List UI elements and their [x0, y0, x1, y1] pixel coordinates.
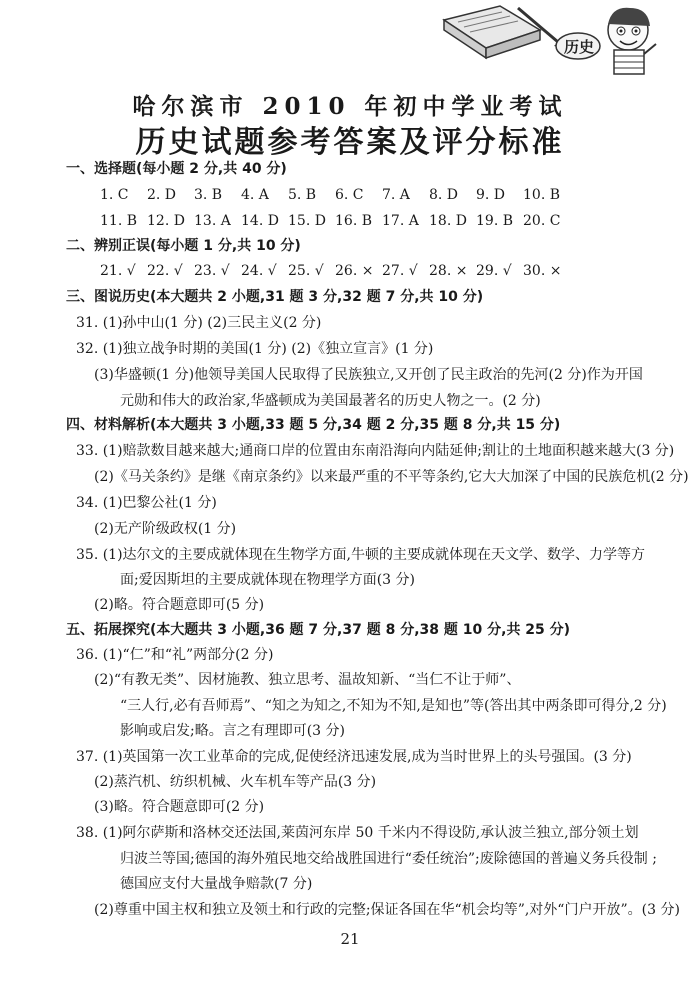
- answer-item: 16. B: [335, 213, 373, 229]
- answer-line: 德国应支付大量战争赔款(7 分): [120, 876, 313, 892]
- exam-title: 哈尔滨市 2010 年初中学业考试: [132, 93, 568, 120]
- answer-item: 30. ×: [523, 263, 562, 279]
- answer-line: (3)略。符合题意即可(2 分): [94, 799, 265, 815]
- badge-icon: [556, 33, 600, 59]
- answer-item: 25. √: [288, 263, 324, 279]
- answer-item: 1. C: [100, 187, 129, 203]
- answer-item: 21. √: [100, 263, 136, 279]
- answer-line: 面;爱因斯坦的主要成就体现在物理学方面(3 分): [120, 572, 415, 588]
- answer-line: 36. (1)“仁”和“礼”两部分(2 分): [76, 647, 274, 663]
- choice-answers-row-1: [100, 186, 570, 204]
- answer-item: 13. A: [194, 213, 231, 229]
- answer-item: 23. √: [194, 263, 230, 279]
- answer-line: (3)华盛顿(1 分)他领导美国人民取得了民族独立,又开创了民主政治的先河(2 分)作为开国: [94, 367, 643, 383]
- answer-item: 8. D: [429, 187, 459, 203]
- answer-line: (2)尊重中国主权和独立及领土和行政的完整;保证各国在华“机会均等”,对外“门户开放”。(3 分): [94, 902, 680, 918]
- section-heading-extension: 五、拓展探究(本大题共 3 小题,36 题 7 分,37 题 8 分,38 题 10 分,共 25 分): [66, 622, 571, 638]
- answer-line: 37. (1)英国第一次工业革命的完成,促使经济迅速发展,成为当时世界上的头号强国。(3 分): [76, 749, 632, 765]
- answer-line: (2)《马关条约》是继《南京条约》以来最严重的不平等条约,它大大加深了中国的民族危机(2 分): [94, 469, 689, 485]
- answer-item: 2. D: [147, 187, 177, 203]
- badge-text: 历史: [564, 38, 595, 56]
- document-title: 历史试题参考答案及评分标准: [135, 125, 565, 160]
- true-false-answers-row: [100, 262, 570, 280]
- answer-item: 29. √: [476, 263, 512, 279]
- answer-item: 17. A: [382, 213, 419, 229]
- answer-line: 33. (1)赔款数目越来越大;通商口岸的位置由东南沿海向内陆延伸;割让的土地面积越来越大(3 分): [76, 443, 675, 459]
- answer-item: 5. B: [288, 187, 317, 203]
- answer-item: 4. A: [241, 187, 269, 203]
- answer-line: (2)“有教无类”、因材施教、独立思考、温故知新、“当仁不让于师”、: [94, 672, 521, 688]
- answer-item: 7. A: [382, 187, 410, 203]
- page-number: 21: [340, 930, 360, 948]
- answer-item: 19. B: [476, 213, 514, 229]
- answer-item: 11. B: [100, 213, 138, 229]
- answer-item: 12. D: [147, 213, 185, 229]
- section-heading-pictures: 三、图说历史(本大题共 2 小题,31 题 3 分,32 题 7 分,共 10 分): [66, 289, 484, 305]
- answer-item: 24. √: [241, 263, 277, 279]
- answer-line: 34. (1)巴黎公社(1 分): [76, 495, 217, 511]
- section-heading-true-false: 二、辨别正误(每小题 1 分,共 10 分): [66, 238, 301, 254]
- answer-item: 22. √: [147, 263, 183, 279]
- answer-line: 32. (1)独立战争时期的美国(1 分) (2)《独立宣言》(1 分): [76, 341, 434, 357]
- answer-item: 27. √: [382, 263, 418, 279]
- answer-item: 15. D: [288, 213, 326, 229]
- answer-item: 18. D: [429, 213, 467, 229]
- answer-line: 35. (1)达尔文的主要成就体现在生物学方面,牛顿的主要成就体现在天文学、数学、力学等方: [76, 547, 645, 563]
- history-logo: [440, 0, 662, 78]
- answer-item: 3. B: [194, 187, 223, 203]
- section-heading-choice: 一、选择题(每小题 2 分,共 40 分): [66, 161, 287, 177]
- answer-line: “三人行,必有吾师焉”、“知之为知之,不知为不知,是知也”等(答出其中两条即可得分,2 分): [120, 698, 667, 714]
- answer-item: 14. D: [241, 213, 279, 229]
- answer-line: 归波兰等国;德国的海外殖民地交给战胜国进行“委任统治”;废除德国的普遍义务兵役制 ;: [120, 851, 657, 867]
- answer-line: 31. (1)孙中山(1 分) (2)三民主义(2 分): [76, 315, 322, 331]
- section-heading-materials: 四、材料解析(本大题共 3 小题,33 题 5 分,34 题 2 分,35 题 8 分,共 15 分): [66, 417, 561, 433]
- answer-item: 6. C: [335, 187, 364, 203]
- answer-line: (2)蒸汽机、纺织机械、火车机车等产品(3 分): [94, 774, 377, 790]
- answer-line: 元勋和伟大的政治家,华盛顿成为美国最著名的历史人物之一。(2 分): [120, 393, 541, 409]
- answer-line: 影响或启发;略。言之有理即可(3 分): [120, 723, 345, 739]
- answer-item: 26. ×: [335, 263, 374, 279]
- choice-answers-row-2: [100, 212, 570, 230]
- answer-item: 9. D: [476, 187, 506, 203]
- answer-line: (2)无产阶级政权(1 分): [94, 521, 237, 537]
- answer-line: (2)略。符合题意即可(5 分): [94, 597, 265, 613]
- answer-item: 10. B: [523, 187, 561, 203]
- answer-item: 20. C: [523, 213, 561, 229]
- answer-item: 28. ×: [429, 263, 468, 279]
- cartoon-boy-icon: [608, 8, 656, 74]
- answer-line: 38. (1)阿尔萨斯和洛林交还法国,莱茵河东岸 50 千米内不得设防,承认波兰独立,部分领土划: [76, 825, 639, 841]
